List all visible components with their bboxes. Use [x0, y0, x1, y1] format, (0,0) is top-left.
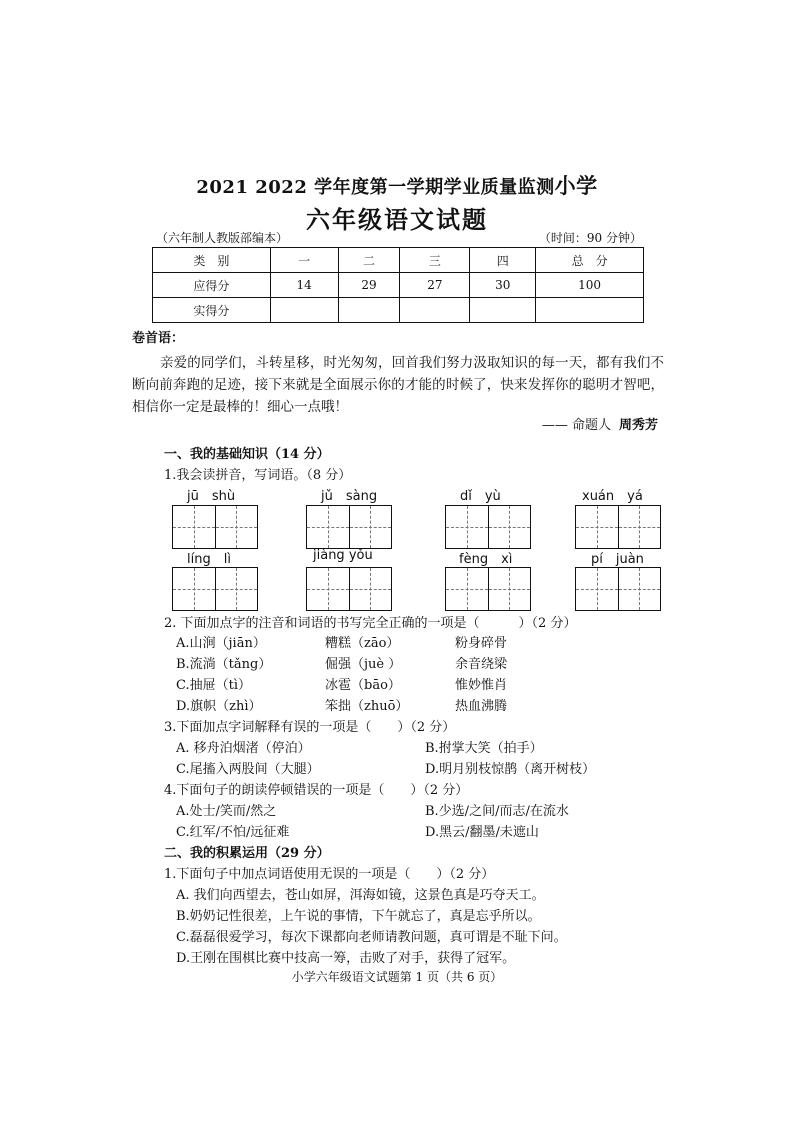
score-table [152, 247, 644, 323]
option-item: 余音绕梁 [455, 657, 508, 672]
score-cell: 100 [536, 273, 644, 298]
time-label: （时间：90 分钟） [538, 231, 642, 245]
pinyin-label: xuán yá [582, 489, 643, 504]
score-input-cell[interactable] [338, 298, 400, 323]
score-cell: 27 [400, 273, 470, 298]
option-item: A.处士/笑而/然之 [176, 804, 277, 819]
pinyin-label: fèng xì [459, 552, 513, 567]
option-item: 糟糕（zāo） [325, 636, 400, 651]
score-cell: 29 [338, 273, 400, 298]
option-item: A. 我们向西望去，苍山如屏，洱海如镜，这景色真是巧夺天工。 [176, 888, 545, 903]
score-header-cell: 总 分 [536, 248, 644, 273]
option-item: B.流淌（tǎng） [176, 657, 272, 672]
option-item: 冰雹（bāo） [325, 678, 401, 693]
score-table-row [153, 273, 644, 298]
option-item: B.少选/之间/而志/在流水 [425, 804, 569, 819]
score-header-cell: 四 [470, 248, 536, 273]
score-table-header [153, 248, 644, 273]
writing-grid[interactable] [172, 505, 258, 549]
pinyin-label: líng lì [187, 552, 231, 567]
score-input-cell[interactable] [400, 298, 470, 323]
section-heading: 一、我的基础知识（14 分） [164, 447, 330, 462]
score-cell: 14 [270, 273, 338, 298]
title-school: 小学 [554, 173, 598, 198]
signature [542, 414, 658, 433]
option-item: C.磊磊很爱学习，每次下课都向老师请教问题，真可谓是不耻下问。 [176, 930, 567, 945]
writing-grid[interactable] [306, 505, 392, 549]
exam-title-line [0, 170, 794, 200]
signature-prefix: —— 命题人 [541, 418, 611, 433]
score-cell: 实得分 [153, 298, 271, 323]
option-item: C.尾搐入两股间（大腿） [176, 762, 320, 777]
writing-grid[interactable] [575, 567, 661, 611]
option-item: D.旗帜（zhì） [176, 699, 262, 714]
score-input-cell[interactable] [470, 298, 536, 323]
writing-grid[interactable] [445, 505, 531, 549]
option-item: D.明月别枝惊鹊（离开树枝） [425, 762, 596, 777]
option-item: 热血沸腾 [455, 699, 508, 714]
signature-name: 周秀芳 [618, 418, 658, 433]
option-item: 倔强（juè ） [325, 657, 402, 672]
intro-text: 亲爱的同学们，斗转星移，时光匆匆，回首我们努力汲取知识的每一天，都有我们不断向前奔跑的足迹，接下来就是全面展示你的才能的时候了，快来发挥你的聪明才智吧，相信你一定是最棒的！细心一点哦！ [132, 355, 664, 415]
writing-grid[interactable] [306, 567, 392, 611]
edition-label: （六年制人教版部编本） [156, 231, 289, 245]
section-heading: 二、我的积累运用（29 分） [164, 846, 330, 861]
title-main: 学年度第一学期学业质量监测 [314, 177, 555, 198]
score-header-cell: 一 [270, 248, 338, 273]
score-input-cell[interactable] [536, 298, 644, 323]
score-header-cell: 三 [400, 248, 470, 273]
option-item: 粉身碎骨 [455, 636, 508, 651]
option-item: C.红军/不怕/远征难 [176, 825, 290, 840]
pinyin-label: pí juàn [591, 552, 644, 567]
score-header-cell: 二 [338, 248, 400, 273]
question-text: 3.下面加点字词解释有误的一项是（ ）（2 分） [164, 720, 456, 735]
score-table-row [153, 298, 644, 323]
question-text: 1.我会读拼音，写词语。（8 分） [164, 468, 352, 483]
score-header-cell: 类 别 [153, 248, 271, 273]
option-item: A. 移舟泊烟渚（停泊） [176, 741, 311, 756]
writing-grid[interactable] [172, 567, 258, 611]
question-text: 2. 下面加点字的注音和词语的书写完全正确的一项是（ ）（2 分） [164, 616, 577, 631]
page-footer: 小学六年级语文试题第 1 页（共 6 页） [291, 970, 503, 984]
intro-heading: 卷首语： [132, 331, 185, 346]
pinyin-label: jǔ sàng [321, 489, 378, 504]
option-item: A.山涧（jiān） [176, 636, 266, 651]
pinyin-label: jiàng yǒu [313, 548, 373, 563]
option-item: B.奶奶记性很差，上午说的事情，下午就忘了，真是忘乎所以。 [176, 909, 541, 924]
question-text: 1.下面句子中加点词语使用无误的一项是（ ）（2 分） [164, 867, 495, 882]
option-item: D.黑云/翻墨/未遮山 [425, 825, 539, 840]
option-item: B.拊掌大笑（拍手） [425, 741, 543, 756]
score-input-cell[interactable] [270, 298, 338, 323]
writing-grid[interactable] [445, 567, 531, 611]
question-text: 4.下面句子的朗读停顿错误的一项是（ ）（2 分） [164, 783, 469, 798]
option-item: C.抽屉（tì） [176, 678, 251, 693]
pinyin-label: dǐ yù [460, 489, 501, 504]
score-cell: 30 [470, 273, 536, 298]
title-years: 2021 2022 [196, 177, 308, 198]
option-item: 惟妙惟肖 [455, 678, 508, 693]
exam-subtitle: 六年级语文试题 [306, 205, 488, 234]
option-item: D.王刚在围棋比赛中技高一筹，击败了对手，获得了冠军。 [176, 951, 516, 966]
pinyin-label: jū shù [187, 489, 236, 504]
option-item: 笨拙（zhuō） [325, 699, 409, 714]
score-cell: 应得分 [153, 273, 271, 298]
writing-grid[interactable] [575, 505, 661, 549]
